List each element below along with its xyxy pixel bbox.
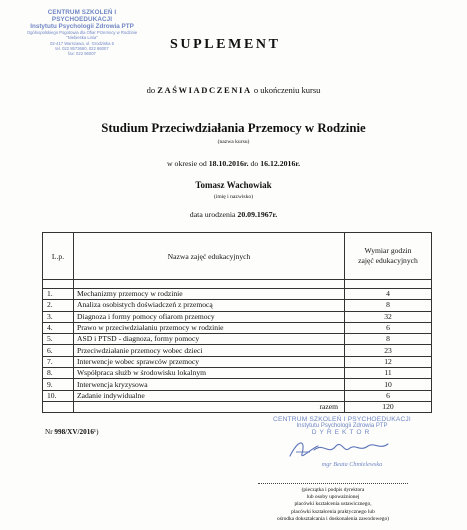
date-of-birth bbox=[0, 210, 467, 219]
row-name: Mechanizmy przemocy w rodzinie bbox=[74, 289, 345, 300]
row-lp: 8. bbox=[43, 368, 74, 379]
dob-value: 20.09.1967r. bbox=[237, 210, 278, 219]
table-row bbox=[43, 379, 432, 390]
row-hours: 23 bbox=[345, 345, 432, 356]
table-total-row bbox=[43, 401, 432, 412]
course-name: Studium Przeciwdziałania Przemocy w Rodzinie bbox=[101, 121, 366, 135]
header-hours-line1: Wymiar godzin bbox=[364, 246, 412, 255]
row-lp: 1. bbox=[43, 289, 74, 300]
table-row bbox=[43, 334, 432, 345]
table-row bbox=[43, 345, 432, 356]
course-period bbox=[0, 159, 467, 168]
number-value: 998/XV/2016 bbox=[54, 428, 94, 436]
stamp-line: CENTRUM SZKOLEŃ I PSYCHOEDUKACJI bbox=[47, 9, 117, 23]
row-name: Zadanie indywidualne bbox=[74, 390, 345, 401]
row-hours: 32 bbox=[345, 311, 432, 322]
subtitle-suffix: o ukończeniu kursu bbox=[251, 85, 321, 95]
row-hours: 6 bbox=[345, 390, 432, 401]
period-middle: do bbox=[248, 159, 261, 168]
director-stamp bbox=[262, 416, 422, 436]
row-lp: 3. bbox=[43, 311, 74, 322]
row-name: Prawo w przeciwdziałaniu przemocy w rodzinie bbox=[74, 322, 345, 333]
table-row bbox=[43, 390, 432, 401]
dob-prefix: data urodzenia bbox=[189, 210, 238, 219]
row-hours: 10 bbox=[345, 379, 432, 390]
signature-image bbox=[284, 436, 394, 462]
row-lp: 5. bbox=[43, 334, 74, 345]
row-name: Analiza osobistych doświadczeń z przemocą bbox=[74, 300, 345, 311]
caption-line: lub osoby upoważnionej bbox=[306, 494, 360, 501]
row-hours: 6 bbox=[345, 322, 432, 333]
row-lp: 7. bbox=[43, 356, 74, 367]
signature-line bbox=[258, 483, 408, 484]
header-name: Nazwa zajęć edukacyjnych bbox=[74, 233, 345, 280]
table-row bbox=[43, 322, 432, 333]
person-name: Tomasz Wachowiak bbox=[195, 180, 272, 190]
stamp-line: fax: 022 86007 bbox=[68, 51, 96, 57]
table-spacer-row bbox=[43, 280, 432, 289]
stamp-line: DYREKTOR bbox=[311, 429, 373, 436]
row-hours: 12 bbox=[345, 356, 432, 367]
row-lp: 4. bbox=[43, 322, 74, 333]
signature-caption bbox=[253, 487, 413, 523]
subtitle-prefix: do bbox=[146, 85, 158, 95]
row-hours: 8 bbox=[345, 300, 432, 311]
total-value: 120 bbox=[345, 401, 432, 412]
period-to: 16.12.2016r. bbox=[260, 159, 301, 168]
row-name: ASD i PTSD - diagnoza, formy pomocy bbox=[74, 334, 345, 345]
row-hours: 4 bbox=[345, 289, 432, 300]
row-lp: 9. bbox=[43, 379, 74, 390]
row-name: Interwencje wobec sprawców przemocy bbox=[74, 356, 345, 367]
course-table bbox=[42, 232, 432, 413]
institution-stamp bbox=[24, 9, 140, 56]
caption-line: placówki kształcenia praktycznego lub bbox=[291, 508, 375, 515]
caption-line: ośrodka dokształcania i doskonalenia zawodowego) bbox=[277, 515, 389, 522]
caption-line: (pieczątka i podpis dyrektora bbox=[301, 487, 365, 493]
caption-line: placówki kształcenia ustawicznego, bbox=[294, 501, 372, 508]
number-prefix: Nr bbox=[45, 428, 55, 436]
row-name: Współpraca służb w środowisku lokalnym bbox=[74, 368, 345, 379]
row-hours: 11 bbox=[345, 368, 432, 379]
header-hours bbox=[345, 233, 432, 280]
table-row bbox=[43, 289, 432, 300]
number-suffix: ¹) bbox=[93, 428, 99, 436]
period-from: 18.10.2016r. bbox=[208, 159, 249, 168]
document-title: SUPLEMENT bbox=[170, 37, 281, 52]
person-name-caption: (imię i nazwisko) bbox=[213, 194, 254, 200]
row-name: Przeciwdziałanie przemocy wobec dzieci bbox=[74, 345, 345, 356]
row-name: Interwencja kryzysowa bbox=[74, 379, 345, 390]
stamp-line: Instytutu Psychologii Zdrowia PTP bbox=[30, 23, 134, 30]
row-lp: 2. bbox=[43, 300, 74, 311]
header-lp: L.p. bbox=[43, 233, 74, 280]
signer-name: mgr Beata Chmielewska bbox=[321, 461, 383, 468]
total-label: razem bbox=[74, 401, 345, 412]
header-hours-line2: zajęć edukacyjnych bbox=[358, 256, 418, 265]
period-prefix: w okresie od bbox=[166, 159, 209, 168]
total-empty-cell bbox=[43, 401, 74, 412]
table-row bbox=[43, 300, 432, 311]
stamp-line: tel. 022 8573660, 022 86007 bbox=[55, 45, 109, 51]
document-number bbox=[45, 428, 98, 436]
table-row bbox=[43, 368, 432, 379]
table-header-row bbox=[43, 233, 432, 280]
row-hours: 8 bbox=[345, 334, 432, 345]
row-lp: 6. bbox=[43, 345, 74, 356]
table-row bbox=[43, 311, 432, 322]
row-name: Diagnoza i formy pomocy ofiarom przemocy bbox=[74, 311, 345, 322]
document-subtitle bbox=[0, 85, 467, 95]
course-name-caption: (nazwa kursu) bbox=[217, 139, 250, 145]
stamp-line: Ogólnopolskiego Pogotowia dla Ofiar Przemocy w Rodzinie "Niebieska Linia" bbox=[26, 30, 138, 41]
stamp-line: CENTRUM SZKOLEŃ I PSYCHOEDUKACJI bbox=[273, 416, 411, 423]
row-lp: 10. bbox=[43, 390, 74, 401]
stamp-line: 02-417 Warszawa, ul. Grodziska 5 bbox=[50, 40, 114, 46]
table-row bbox=[43, 356, 432, 367]
stamp-line: Instytutu Psychologii Zdrowia PTP bbox=[296, 423, 388, 429]
subtitle-bold: ZAŚWIADCZENIA bbox=[157, 85, 252, 95]
